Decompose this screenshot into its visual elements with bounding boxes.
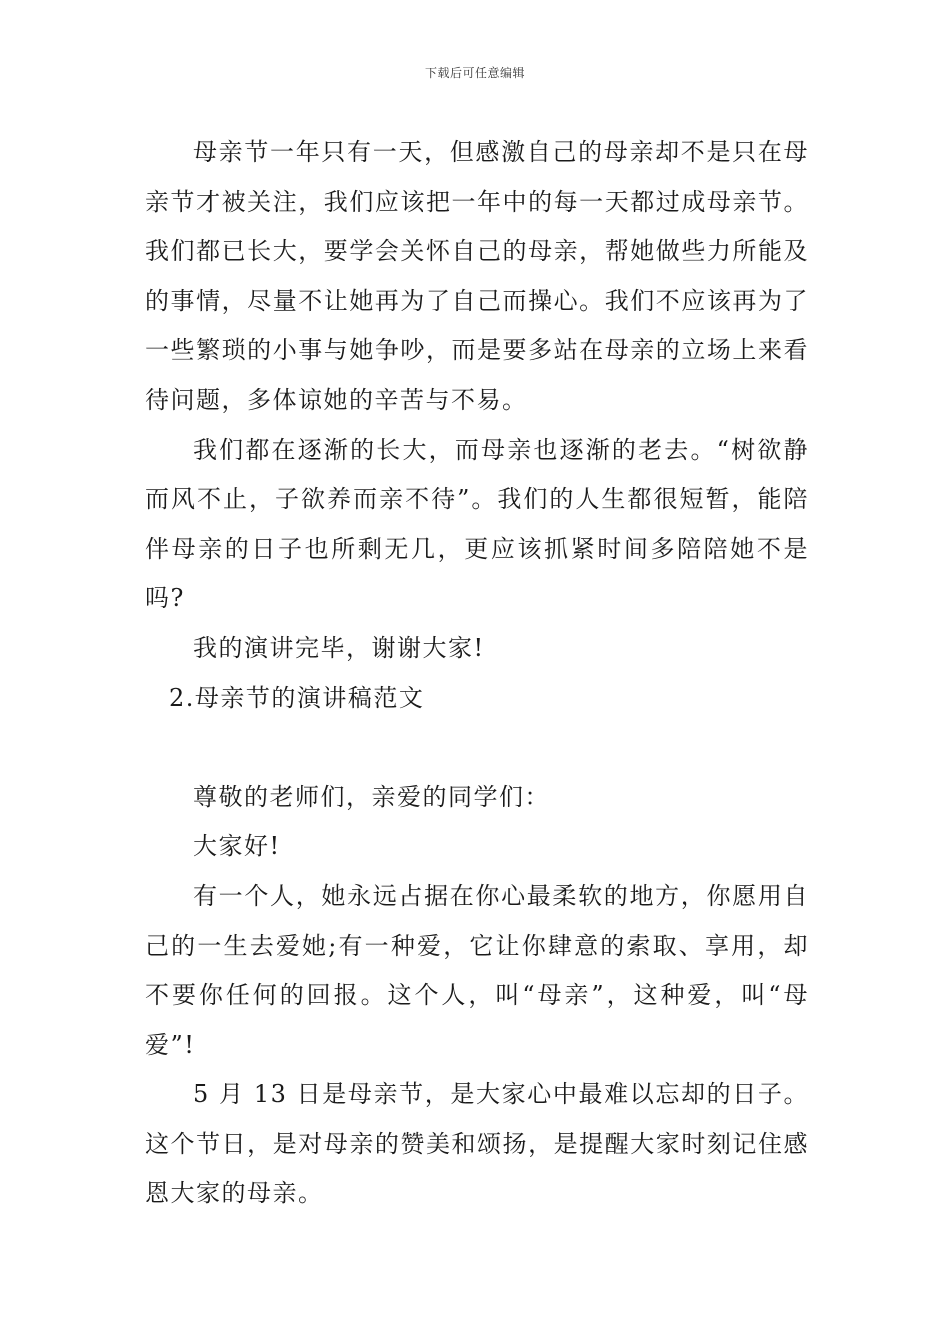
- paragraph-mothers-day-every-day: 母亲节一年只有一天，但感激自己的母亲却不是只在母亲节才被关注，我们应该把一年中的每一天都过成母亲节。我们都已长大，要学会关怀自己的母亲，帮她做些力所能及的事情，尽量不让她再为了自己而操心。我们不应该再为了一些繁琐的小事与她争吵，而是要多站在母亲的立场上来看待问题，多体谅她的辛苦与不易。: [145, 138, 809, 414]
- paragraph-salutation: 尊敬的老师们，亲爱的同学们：: [193, 782, 550, 811]
- paragraph-speech-end: 我的演讲完毕，谢谢大家!: [193, 633, 485, 662]
- paragraph-mother-aging: 我们都在逐渐的长大，而母亲也逐渐的老去。“树欲静而风不止，子欲养而亲不待”。我们的人生都很短暂，能陪伴母亲的日子也所剩无几，更应该抓紧时间多陪陪她不是吗?: [145, 435, 809, 613]
- document-body: [145, 128, 809, 1219]
- paragraph-may-13: 5 月 13 日是母亲节，是大家心中最难以忘却的日子。这个节日，是对母亲的赞美和颂扬，是提醒大家时刻记住感恩大家的母亲。: [145, 1080, 809, 1208]
- paragraph-greeting: 大家好!: [193, 832, 281, 861]
- page-header: 下载后可任意编辑: [424, 66, 525, 80]
- section-heading: 2.母亲节的演讲稿范文: [169, 683, 425, 712]
- paragraph-mother-love: 有一个人，她永远占据在你心最柔软的地方，你愿用自己的一生去爱她;有一种爱，它让你肆意的索取、享用，却不要你任何的回报。这个人，叫“母亲”，这种爱，叫“母爱”!: [145, 881, 809, 1059]
